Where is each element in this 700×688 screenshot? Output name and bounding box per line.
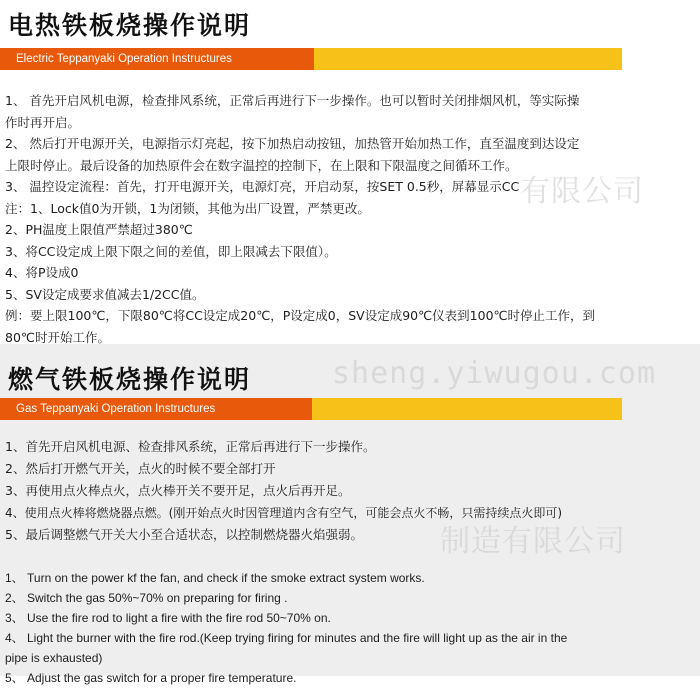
electric-line: 1、 首先开启风机电源，检查排风系统，正常后再进行下一步操作。也可以暂时关闭排烟风机，等实际操 — [5, 93, 580, 108]
gas-en-line: 2、 Switch the gas 50%~70% on preparing for firing . — [5, 591, 288, 605]
electric-title: 电热铁板烧操作说明 — [8, 11, 252, 40]
electric-instructions — [5, 90, 692, 348]
electric-line: 3、 温控设定流程：首先，打开电源开关，电源灯亮，开启动泵，按SET 0.5秒，屏幕显示CC — [5, 179, 520, 194]
gas-en-line: 4、 Light the burner with the fire rod.(Keep trying firing for minutes and the fire will light up as the air in the — [5, 631, 568, 645]
watermark-middle: sheng.yiwugou.com — [332, 356, 657, 391]
gas-en-line: pipe is exhausted) — [5, 651, 103, 665]
electric-line: 2、PH温度上限值严禁超过380℃ — [5, 222, 193, 237]
gas-line: 4、使用点火棒将燃烧器点燃。(刚开始点火时因管理道内含有空气，可能会点火不畅，只需持续点火即可) — [5, 506, 563, 520]
electric-line: 2、 然后打开电源开关，电源指示灯亮起，按下加热启动按钮，加热管开始加热工作，直至温度到达设定 — [5, 136, 580, 151]
electric-line: 注：1、Lock值0为开锁，1为闭锁，其他为出厂设置，严禁更改。 — [5, 200, 370, 216]
electric-line: 上限时停止。最后设备的加热原件会在数字温控的控制下，在上限和下限温度之间循环工作。 — [5, 157, 518, 173]
electric-line: 4、将P设成0 — [5, 265, 79, 280]
electric-band-label: Electric Teppanyaki Operation Instructures — [0, 48, 314, 70]
watermark-upper: 有限公司 — [520, 174, 644, 209]
watermark-lower: 制造有限公司 — [440, 524, 626, 559]
electric-line: 5、SV设定成要求值减去1/2CC值。 — [5, 286, 205, 302]
gas-instructions-english — [5, 568, 692, 688]
gas-line: 2、然后打开燃气开关，点火的时候不要全部打开 — [5, 461, 276, 476]
gas-band-label: Gas Teppanyaki Operation Instructures — [0, 398, 312, 420]
electric-line: 3、将CC设定成上限下限之间的差值，即上限减去下限值）。 — [5, 243, 337, 259]
gas-line: 5、最后调整燃气开关大小至合适状态，以控制燃烧器火焰强弱。 — [5, 527, 363, 542]
electric-line: 80℃时开始工作。 — [5, 329, 110, 345]
gas-en-line: 3、 Use the fire rod to light a fire with the fire rod 50~70% on. — [5, 611, 331, 625]
electric-line: 例：要上限100℃，下限80℃将CC设定成20℃，P设定成0，SV设定成90℃仪表到100℃时停止工作，到 — [5, 308, 596, 323]
gas-en-line: 5、 Adjust the gas switch for a proper fire temperature. — [5, 671, 297, 685]
gas-title: 燃气铁板烧操作说明 — [8, 365, 252, 394]
gas-header-band — [0, 398, 622, 420]
electric-header-band — [0, 48, 622, 70]
electric-line: 作时再开启。 — [5, 114, 81, 130]
gas-line: 1、首先开启风机电源、检查排风系统，正常后再进行下一步操作。 — [5, 439, 376, 454]
gas-line: 3、再使用点火棒点火，点火棒开关不要开足，点火后再开足。 — [5, 483, 351, 498]
gas-en-line: 1、 Turn on the power kf the fan, and check if the smoke extract system works. — [5, 571, 425, 585]
